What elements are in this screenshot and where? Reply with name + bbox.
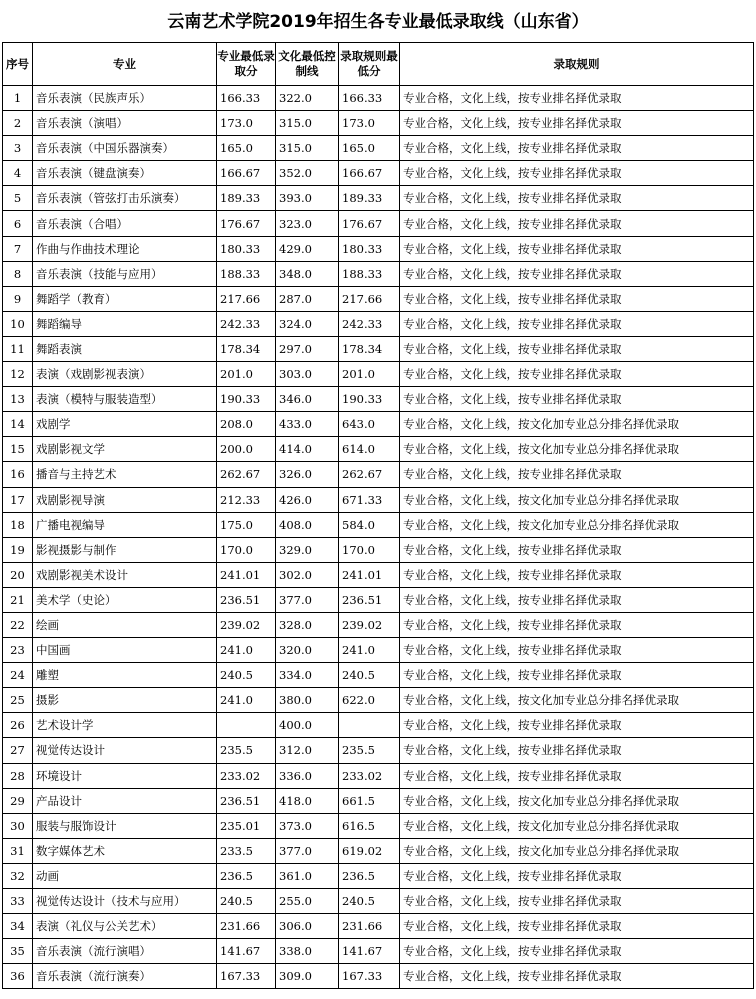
cell-admission-min: 180.33 — [339, 236, 400, 261]
cell-admission-min: 622.0 — [339, 688, 400, 713]
cell-major: 产品设计 — [33, 788, 217, 813]
cell-culture-line: 309.0 — [276, 964, 339, 989]
cell-rule: 专业合格，文化上线，按专业排名择优录取 — [400, 186, 754, 211]
cell-culture-line: 418.0 — [276, 788, 339, 813]
cell-major: 动画 — [33, 863, 217, 888]
cell-major-score: 242.33 — [217, 311, 276, 336]
table-body — [3, 86, 754, 989]
cell-major: 播音与主持艺术 — [33, 462, 217, 487]
cell-admission-min: 201.0 — [339, 362, 400, 387]
cell-major: 音乐表演（键盘演奏） — [33, 161, 217, 186]
cell-rule: 专业合格，文化上线，按专业排名择优录取 — [400, 914, 754, 939]
cell-index: 12 — [3, 362, 33, 387]
table-row — [3, 311, 754, 336]
cell-major-score: 189.33 — [217, 186, 276, 211]
cell-culture-line: 255.0 — [276, 889, 339, 914]
cell-major-score: 175.0 — [217, 512, 276, 537]
cell-major-score: 200.0 — [217, 437, 276, 462]
header-major-score: 专业最低录取分 — [217, 43, 276, 86]
cell-admission-min: 262.67 — [339, 462, 400, 487]
table-row — [3, 788, 754, 813]
table-row — [3, 663, 754, 688]
cell-admission-min: 141.67 — [339, 939, 400, 964]
cell-index: 26 — [3, 713, 33, 738]
cell-rule: 专业合格，文化上线，按文化加专业总分排名择优录取 — [400, 838, 754, 863]
cell-culture-line: 414.0 — [276, 437, 339, 462]
cell-major: 音乐表演（合唱） — [33, 211, 217, 236]
cell-rule: 专业合格，文化上线，按专业排名择优录取 — [400, 713, 754, 738]
cell-major-score: 235.5 — [217, 738, 276, 763]
cell-culture-line: 303.0 — [276, 362, 339, 387]
cell-rule: 专业合格，文化上线，按文化加专业总分排名择优录取 — [400, 412, 754, 437]
cell-rule: 专业合格，文化上线，按文化加专业总分排名择优录取 — [400, 437, 754, 462]
cell-index: 20 — [3, 562, 33, 587]
cell-rule: 专业合格，文化上线，按专业排名择优录取 — [400, 111, 754, 136]
table-row — [3, 964, 754, 989]
cell-admission-min — [339, 713, 400, 738]
table-header-row — [3, 43, 754, 86]
cell-major: 音乐表演（民族声乐） — [33, 86, 217, 111]
cell-major: 音乐表演（流行演奏） — [33, 964, 217, 989]
table-row — [3, 713, 754, 738]
cell-admission-min: 242.33 — [339, 311, 400, 336]
cell-major: 中国画 — [33, 638, 217, 663]
cell-rule: 专业合格，文化上线，按专业排名择优录取 — [400, 362, 754, 387]
cell-major: 音乐表演（流行演唱） — [33, 939, 217, 964]
cell-major-score: 170.0 — [217, 537, 276, 562]
cell-major: 美术学（史论） — [33, 587, 217, 612]
cell-admission-min: 240.5 — [339, 663, 400, 688]
cell-rule: 专业合格，文化上线，按专业排名择优录取 — [400, 537, 754, 562]
cell-major-score: 188.33 — [217, 261, 276, 286]
cell-major: 舞蹈编导 — [33, 311, 217, 336]
cell-index: 11 — [3, 336, 33, 361]
cell-major: 舞蹈学（教育） — [33, 286, 217, 311]
cell-index: 10 — [3, 311, 33, 336]
cell-rule: 专业合格，文化上线，按专业排名择优录取 — [400, 211, 754, 236]
cell-culture-line: 377.0 — [276, 838, 339, 863]
table-row — [3, 487, 754, 512]
cell-culture-line: 346.0 — [276, 387, 339, 412]
cell-admission-min: 240.5 — [339, 889, 400, 914]
cell-rule: 专业合格，文化上线，按专业排名择优录取 — [400, 587, 754, 612]
cell-major: 戏剧影视导演 — [33, 487, 217, 512]
cell-admission-min: 614.0 — [339, 437, 400, 462]
cell-rule: 专业合格，文化上线，按专业排名择优录取 — [400, 286, 754, 311]
cell-index: 3 — [3, 136, 33, 161]
cell-major-score: 201.0 — [217, 362, 276, 387]
table-row — [3, 763, 754, 788]
table-row — [3, 362, 754, 387]
cell-culture-line: 326.0 — [276, 462, 339, 487]
cell-major: 戏剧影视美术设计 — [33, 562, 217, 587]
cell-major-score: 141.67 — [217, 939, 276, 964]
cell-index: 30 — [3, 813, 33, 838]
cell-admission-min: 643.0 — [339, 412, 400, 437]
cell-culture-line: 352.0 — [276, 161, 339, 186]
table-row — [3, 136, 754, 161]
cell-culture-line: 377.0 — [276, 587, 339, 612]
cell-culture-line: 408.0 — [276, 512, 339, 537]
table-row — [3, 387, 754, 412]
table-row — [3, 863, 754, 888]
cell-admission-min: 178.34 — [339, 336, 400, 361]
cell-index: 8 — [3, 261, 33, 286]
cell-admission-min: 661.5 — [339, 788, 400, 813]
cell-major-score: 239.02 — [217, 612, 276, 637]
cell-admission-min: 189.33 — [339, 186, 400, 211]
table-row — [3, 838, 754, 863]
cell-culture-line: 433.0 — [276, 412, 339, 437]
cell-index: 33 — [3, 889, 33, 914]
cell-major-score: 241.0 — [217, 688, 276, 713]
cell-rule: 专业合格，文化上线，按专业排名择优录取 — [400, 562, 754, 587]
cell-admission-min: 166.33 — [339, 86, 400, 111]
cell-culture-line: 328.0 — [276, 612, 339, 637]
cell-index: 35 — [3, 939, 33, 964]
cell-rule: 专业合格，文化上线，按专业排名择优录取 — [400, 86, 754, 111]
cell-culture-line: 302.0 — [276, 562, 339, 587]
cell-admission-min: 241.01 — [339, 562, 400, 587]
cell-major-score: 241.0 — [217, 638, 276, 663]
cell-major-score: 235.01 — [217, 813, 276, 838]
cell-major-score: 173.0 — [217, 111, 276, 136]
cell-major-score: 208.0 — [217, 412, 276, 437]
table-row — [3, 939, 754, 964]
cell-culture-line: 306.0 — [276, 914, 339, 939]
table-row — [3, 562, 754, 587]
cell-culture-line: 334.0 — [276, 663, 339, 688]
cell-culture-line: 315.0 — [276, 111, 339, 136]
cell-major-score: 262.67 — [217, 462, 276, 487]
cell-index: 25 — [3, 688, 33, 713]
cell-index: 19 — [3, 537, 33, 562]
cell-admission-min: 616.5 — [339, 813, 400, 838]
cell-rule: 专业合格，文化上线，按文化加专业总分排名择优录取 — [400, 487, 754, 512]
cell-rule: 专业合格，文化上线，按专业排名择优录取 — [400, 261, 754, 286]
cell-index: 36 — [3, 964, 33, 989]
cell-admission-min: 231.66 — [339, 914, 400, 939]
cell-index: 23 — [3, 638, 33, 663]
cell-index: 2 — [3, 111, 33, 136]
cell-rule: 专业合格，文化上线，按专业排名择优录取 — [400, 311, 754, 336]
cell-index: 18 — [3, 512, 33, 537]
cell-index: 24 — [3, 663, 33, 688]
table-row — [3, 286, 754, 311]
cell-major: 舞蹈表演 — [33, 336, 217, 361]
cell-index: 31 — [3, 838, 33, 863]
table-row — [3, 587, 754, 612]
cell-major-score: 166.33 — [217, 86, 276, 111]
table-row — [3, 462, 754, 487]
cell-admission-min: 236.5 — [339, 863, 400, 888]
table-row — [3, 111, 754, 136]
cell-rule: 专业合格，文化上线，按专业排名择优录取 — [400, 964, 754, 989]
cell-culture-line: 336.0 — [276, 763, 339, 788]
cell-index: 27 — [3, 738, 33, 763]
cell-major: 音乐表演（管弦打击乐演奏） — [33, 186, 217, 211]
cell-index: 6 — [3, 211, 33, 236]
cell-index: 16 — [3, 462, 33, 487]
cell-culture-line: 297.0 — [276, 336, 339, 361]
cell-major-score: 180.33 — [217, 236, 276, 261]
cell-index: 1 — [3, 86, 33, 111]
cell-admission-min: 173.0 — [339, 111, 400, 136]
cell-culture-line: 312.0 — [276, 738, 339, 763]
cell-rule: 专业合格，文化上线，按专业排名择优录取 — [400, 939, 754, 964]
cell-culture-line: 380.0 — [276, 688, 339, 713]
table-row — [3, 437, 754, 462]
admission-score-table — [2, 42, 754, 989]
cell-major: 表演（模特与服装造型） — [33, 387, 217, 412]
cell-major: 戏剧影视文学 — [33, 437, 217, 462]
cell-major: 艺术设计学 — [33, 713, 217, 738]
cell-major: 摄影 — [33, 688, 217, 713]
cell-rule: 专业合格，文化上线，按文化加专业总分排名择优录取 — [400, 688, 754, 713]
cell-admission-min: 241.0 — [339, 638, 400, 663]
cell-rule: 专业合格，文化上线，按专业排名择优录取 — [400, 638, 754, 663]
cell-major-score: 236.51 — [217, 587, 276, 612]
cell-culture-line: 315.0 — [276, 136, 339, 161]
cell-major-score: 212.33 — [217, 487, 276, 512]
cell-major: 雕塑 — [33, 663, 217, 688]
cell-admission-min: 166.67 — [339, 161, 400, 186]
table-row — [3, 161, 754, 186]
cell-major: 作曲与作曲技术理论 — [33, 236, 217, 261]
cell-admission-min: 619.02 — [339, 838, 400, 863]
cell-culture-line: 429.0 — [276, 236, 339, 261]
cell-admission-min: 235.5 — [339, 738, 400, 763]
cell-major-score: 176.67 — [217, 211, 276, 236]
cell-major-score: 240.5 — [217, 663, 276, 688]
cell-culture-line: 329.0 — [276, 537, 339, 562]
cell-culture-line: 400.0 — [276, 713, 339, 738]
cell-rule: 专业合格，文化上线，按专业排名择优录取 — [400, 889, 754, 914]
table-row — [3, 512, 754, 537]
cell-major-score: 241.01 — [217, 562, 276, 587]
cell-culture-line: 348.0 — [276, 261, 339, 286]
header-index: 序号 — [3, 43, 33, 86]
cell-culture-line: 361.0 — [276, 863, 339, 888]
cell-index: 32 — [3, 863, 33, 888]
cell-major-score: 236.5 — [217, 863, 276, 888]
cell-rule: 专业合格，文化上线，按专业排名择优录取 — [400, 462, 754, 487]
cell-major: 广播电视编导 — [33, 512, 217, 537]
cell-admission-min: 170.0 — [339, 537, 400, 562]
table-row — [3, 186, 754, 211]
cell-major-score: 233.02 — [217, 763, 276, 788]
cell-culture-line: 324.0 — [276, 311, 339, 336]
cell-index: 13 — [3, 387, 33, 412]
cell-major-score: 166.67 — [217, 161, 276, 186]
cell-major-score: 233.5 — [217, 838, 276, 863]
header-culture-line: 文化最低控制线 — [276, 43, 339, 86]
page-title: 云南艺术学院2019年招生各专业最低录取线（山东省） — [167, 12, 589, 32]
cell-major: 影视摄影与制作 — [33, 537, 217, 562]
table-row — [3, 914, 754, 939]
cell-culture-line: 426.0 — [276, 487, 339, 512]
cell-major-score — [217, 713, 276, 738]
cell-major: 服装与服饰设计 — [33, 813, 217, 838]
cell-rule: 专业合格，文化上线，按专业排名择优录取 — [400, 763, 754, 788]
table-row — [3, 336, 754, 361]
cell-index: 14 — [3, 412, 33, 437]
cell-major-score: 217.66 — [217, 286, 276, 311]
cell-index: 7 — [3, 236, 33, 261]
table-row — [3, 537, 754, 562]
table-row — [3, 638, 754, 663]
cell-culture-line: 320.0 — [276, 638, 339, 663]
cell-major: 表演（礼仪与公关艺术） — [33, 914, 217, 939]
cell-major-score: 231.66 — [217, 914, 276, 939]
cell-rule: 专业合格，文化上线，按专业排名择优录取 — [400, 161, 754, 186]
cell-rule: 专业合格，文化上线，按专业排名择优录取 — [400, 663, 754, 688]
cell-culture-line: 287.0 — [276, 286, 339, 311]
cell-rule: 专业合格，文化上线，按专业排名择优录取 — [400, 863, 754, 888]
cell-index: 15 — [3, 437, 33, 462]
table-row — [3, 688, 754, 713]
table-row — [3, 738, 754, 763]
cell-index: 29 — [3, 788, 33, 813]
cell-culture-line: 323.0 — [276, 211, 339, 236]
cell-major-score: 167.33 — [217, 964, 276, 989]
cell-rule: 专业合格，文化上线，按专业排名择优录取 — [400, 387, 754, 412]
header-admission-min: 录取规则最低分 — [339, 43, 400, 86]
table-row — [3, 236, 754, 261]
table-row — [3, 211, 754, 236]
cell-culture-line: 373.0 — [276, 813, 339, 838]
table-row — [3, 612, 754, 637]
cell-major: 音乐表演（中国乐器演奏） — [33, 136, 217, 161]
cell-index: 21 — [3, 587, 33, 612]
table-row — [3, 813, 754, 838]
cell-rule: 专业合格，文化上线，按文化加专业总分排名择优录取 — [400, 788, 754, 813]
cell-admission-min: 188.33 — [339, 261, 400, 286]
cell-rule: 专业合格，文化上线，按专业排名择优录取 — [400, 336, 754, 361]
cell-rule: 专业合格，文化上线，按专业排名择优录取 — [400, 738, 754, 763]
cell-admission-min: 671.33 — [339, 487, 400, 512]
cell-major-score: 178.34 — [217, 336, 276, 361]
cell-major-score: 165.0 — [217, 136, 276, 161]
cell-major-score: 236.51 — [217, 788, 276, 813]
header-major: 专业 — [33, 43, 217, 86]
cell-admission-min: 233.02 — [339, 763, 400, 788]
cell-culture-line: 338.0 — [276, 939, 339, 964]
cell-index: 22 — [3, 612, 33, 637]
cell-admission-min: 236.51 — [339, 587, 400, 612]
table-row — [3, 86, 754, 111]
cell-rule: 专业合格，文化上线，按文化加专业总分排名择优录取 — [400, 512, 754, 537]
cell-major: 视觉传达设计（技术与应用） — [33, 889, 217, 914]
cell-rule: 专业合格，文化上线，按专业排名择优录取 — [400, 236, 754, 261]
table-row — [3, 412, 754, 437]
cell-major: 音乐表演（演唱） — [33, 111, 217, 136]
cell-admission-min: 165.0 — [339, 136, 400, 161]
cell-major: 音乐表演（技能与应用） — [33, 261, 217, 286]
cell-admission-min: 239.02 — [339, 612, 400, 637]
cell-major: 绘画 — [33, 612, 217, 637]
cell-index: 5 — [3, 186, 33, 211]
cell-index: 17 — [3, 487, 33, 512]
cell-admission-min: 584.0 — [339, 512, 400, 537]
header-rule: 录取规则 — [400, 43, 754, 86]
table-row — [3, 261, 754, 286]
cell-major-score: 240.5 — [217, 889, 276, 914]
cell-index: 9 — [3, 286, 33, 311]
cell-major: 数字媒体艺术 — [33, 838, 217, 863]
cell-admission-min: 176.67 — [339, 211, 400, 236]
cell-admission-min: 190.33 — [339, 387, 400, 412]
cell-major: 视觉传达设计 — [33, 738, 217, 763]
cell-rule: 专业合格，文化上线，按专业排名择优录取 — [400, 612, 754, 637]
cell-major: 表演（戏剧影视表演） — [33, 362, 217, 387]
cell-major: 戏剧学 — [33, 412, 217, 437]
cell-rule: 专业合格，文化上线，按专业排名择优录取 — [400, 136, 754, 161]
cell-admission-min: 217.66 — [339, 286, 400, 311]
cell-culture-line: 393.0 — [276, 186, 339, 211]
cell-major-score: 190.33 — [217, 387, 276, 412]
table-row — [3, 889, 754, 914]
cell-index: 34 — [3, 914, 33, 939]
cell-admission-min: 167.33 — [339, 964, 400, 989]
cell-index: 28 — [3, 763, 33, 788]
cell-index: 4 — [3, 161, 33, 186]
cell-major: 环境设计 — [33, 763, 217, 788]
cell-culture-line: 322.0 — [276, 86, 339, 111]
cell-rule: 专业合格，文化上线，按文化加专业总分排名择优录取 — [400, 813, 754, 838]
